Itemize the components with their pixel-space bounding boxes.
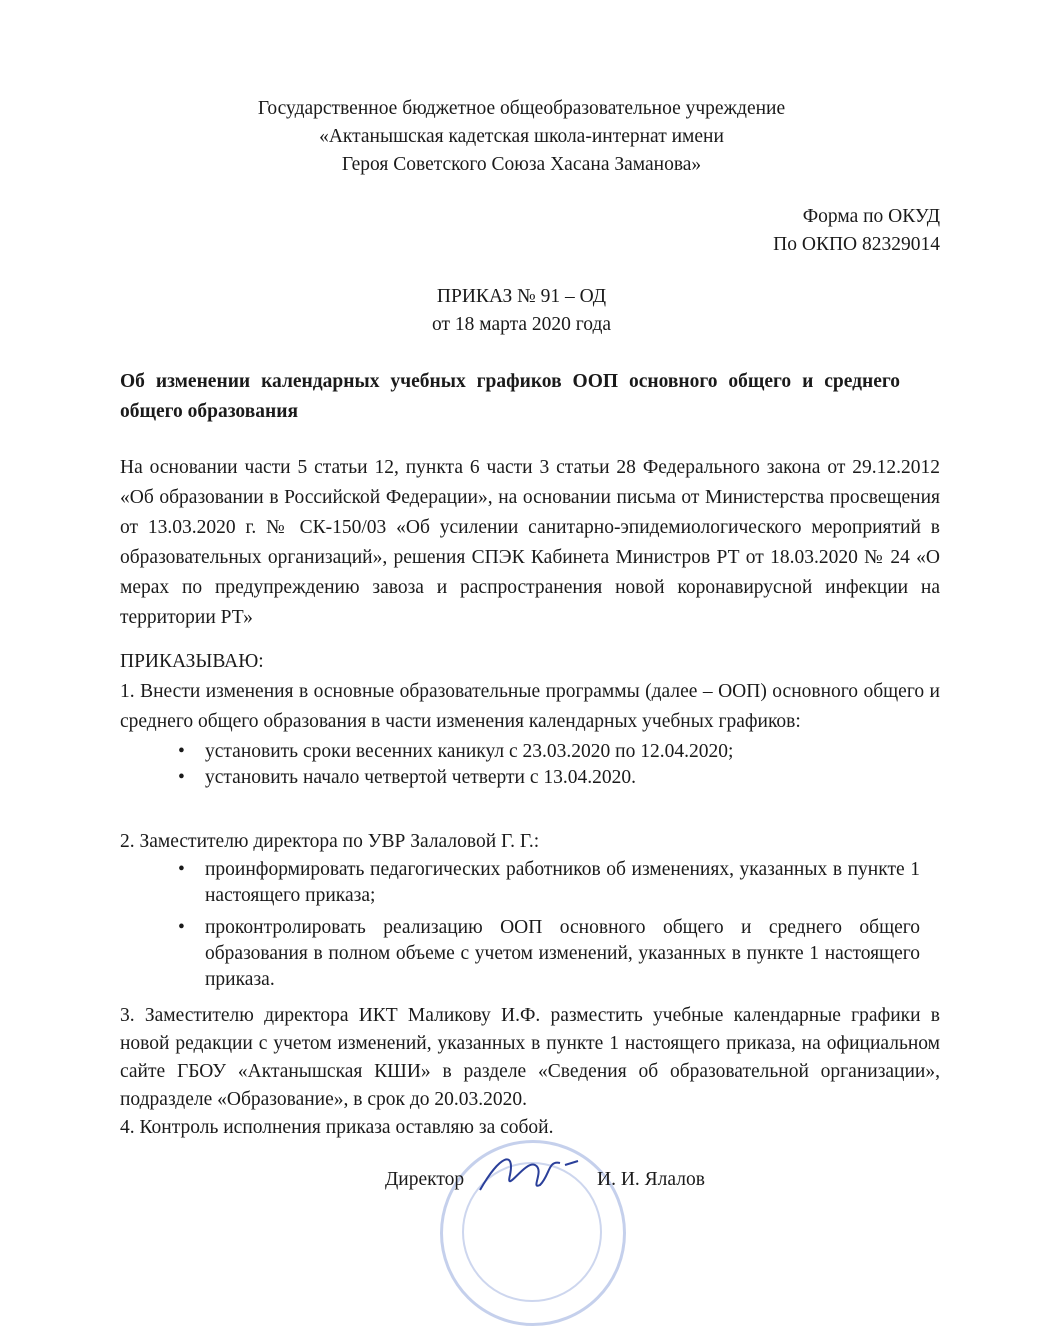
order-date: от 18 марта 2020 года (431, 314, 612, 335)
item-3: 3. Заместителю директора ИКТ Маликову И.Ф. разместить учебные календарные графики в новой редакции с учетом изменений, указанных в пункте 1 настоящего приказа, на официальном сайте ГБОУ «Актанышская КШИ» в разделе «Сведения об образовательной организации», подразделе «Образование», в срок до 20.03.2020. (120, 1005, 940, 1110)
bullet-item: • установить начало четвертой четверти с 13.04.2020. (120, 765, 940, 791)
bullet-item: • установить сроки весенних каникул с 23.03.2020 по 12.04.2020; (120, 739, 940, 765)
institution-header (0, 95, 1043, 179)
bullet-item: • проконтролировать реализацию ООП основного общего и среднего общего образования в полном объеме с учетом изменений, указанных в пункте 1 настоящего приказа. (120, 915, 920, 993)
order-heading (0, 283, 1043, 339)
okud-code: Форма по ОКУД (802, 206, 940, 227)
form-codes (773, 203, 940, 259)
item-text: 1. Внести изменения в основные образовательные программы (далее – ООП) основного общего и среднего общего образования в части изменения календарных учебных графиков: (120, 681, 940, 732)
director-name: И. И. Ялалов (597, 1169, 705, 1190)
okpo-code: По ОКПО 82329014 (773, 234, 940, 255)
order-title: Об изменении календарных учебных графиков ООП основного общего и среднего общего образования (120, 371, 900, 422)
preamble: На основании части 5 статьи 12, пункта 6 части 3 статьи 28 Федерального закона от 29.12.2012 «Об образовании в Российской Федерации», на основании письма от Министерства просвещения от 13.03.2020 г. № СК-150/03 «Об усилении санитарно-эпидемиологического мероприятий в образовательных организаций», решения СПЭК Кабинета Министров РТ от 18.03.2020 № 24 «О мерах по предупреждению завоза и распространения новой коронавирусной инфекции на территории РТ» (120, 457, 940, 628)
header-line: Государственное бюджетное общеобразовательное учреждение (257, 98, 786, 119)
item-2 (120, 827, 940, 993)
item-text: 2. Заместителю директора по УВР Залаловой Г. Г.: (120, 831, 540, 852)
header-line: Героя Советского Союза Хасана Заманова» (341, 154, 702, 175)
header-line: «Актанышская кадетская школа-интернат имени (319, 126, 724, 147)
item-1 (120, 677, 940, 791)
bullet-item: • проинформировать педагогических работников об изменениях, указанных в пункте 1 настоящего приказа; (120, 857, 920, 909)
signature-mark (470, 1145, 580, 1205)
order-number: ПРИКАЗ № 91 – ОД (436, 286, 607, 307)
item-4: 4. Контроль исполнения приказа оставляю за собой. (120, 1117, 554, 1138)
order-word: ПРИКАЗЫВАЮ: (120, 651, 264, 672)
director-title: Директор (385, 1169, 465, 1190)
